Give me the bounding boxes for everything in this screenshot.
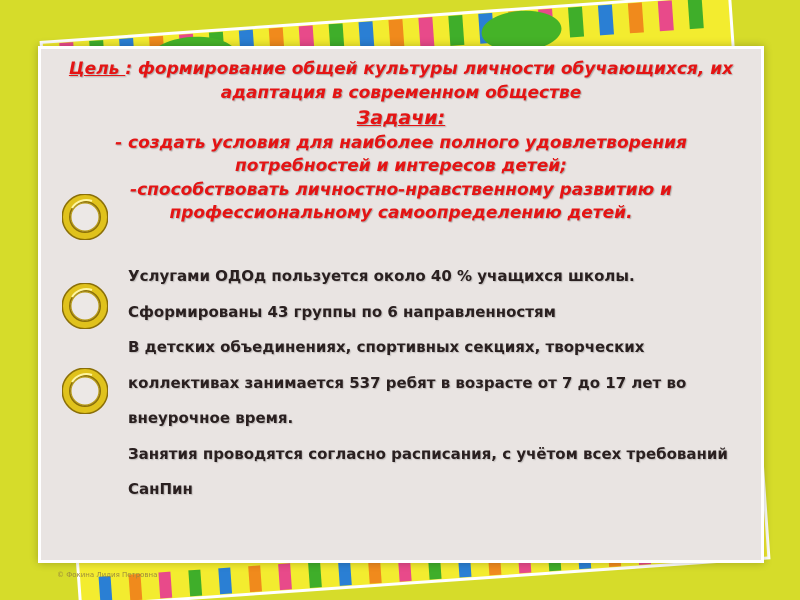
goal-line — [55, 58, 747, 105]
info-paragraphs — [128, 259, 748, 508]
ring-bullet-icon — [62, 283, 108, 329]
goal-text: : формирование общей культуры личности обучающихся, их адаптация в современном обществе — [125, 59, 734, 103]
paragraph-schedule: Занятия проводятся согласно расписания, с учётом всех требований СанПин — [128, 444, 728, 498]
ring-bullet-icon — [62, 368, 108, 414]
ring-bullet-icon — [62, 194, 108, 240]
tasks-title: Задачи: — [356, 107, 446, 129]
paragraph-participants: В детских объединениях, спортивных секциях, творческих коллективах занимается 537 ребят в возрасте от 7 до 17 лет во внеурочное время. — [128, 338, 687, 427]
task-item-1: - создать условия для наиболее полного удовлетворения потребностей и интересов детей; — [115, 132, 687, 176]
goal-label: Цель — [68, 59, 126, 79]
goal-and-tasks — [55, 58, 747, 226]
paragraph-groups: Сформированы 43 группы по 6 направленностям — [128, 302, 556, 321]
author-credit: © Фокина Лидия Петровна — [57, 571, 158, 579]
paragraph-students-share: Услугами ОДОд пользуется около 40 % учащихся школы. — [128, 267, 635, 285]
task-item-2: -способствовать личностно-нравственному развитию и профессиональному самоопределению детей. — [130, 179, 672, 223]
